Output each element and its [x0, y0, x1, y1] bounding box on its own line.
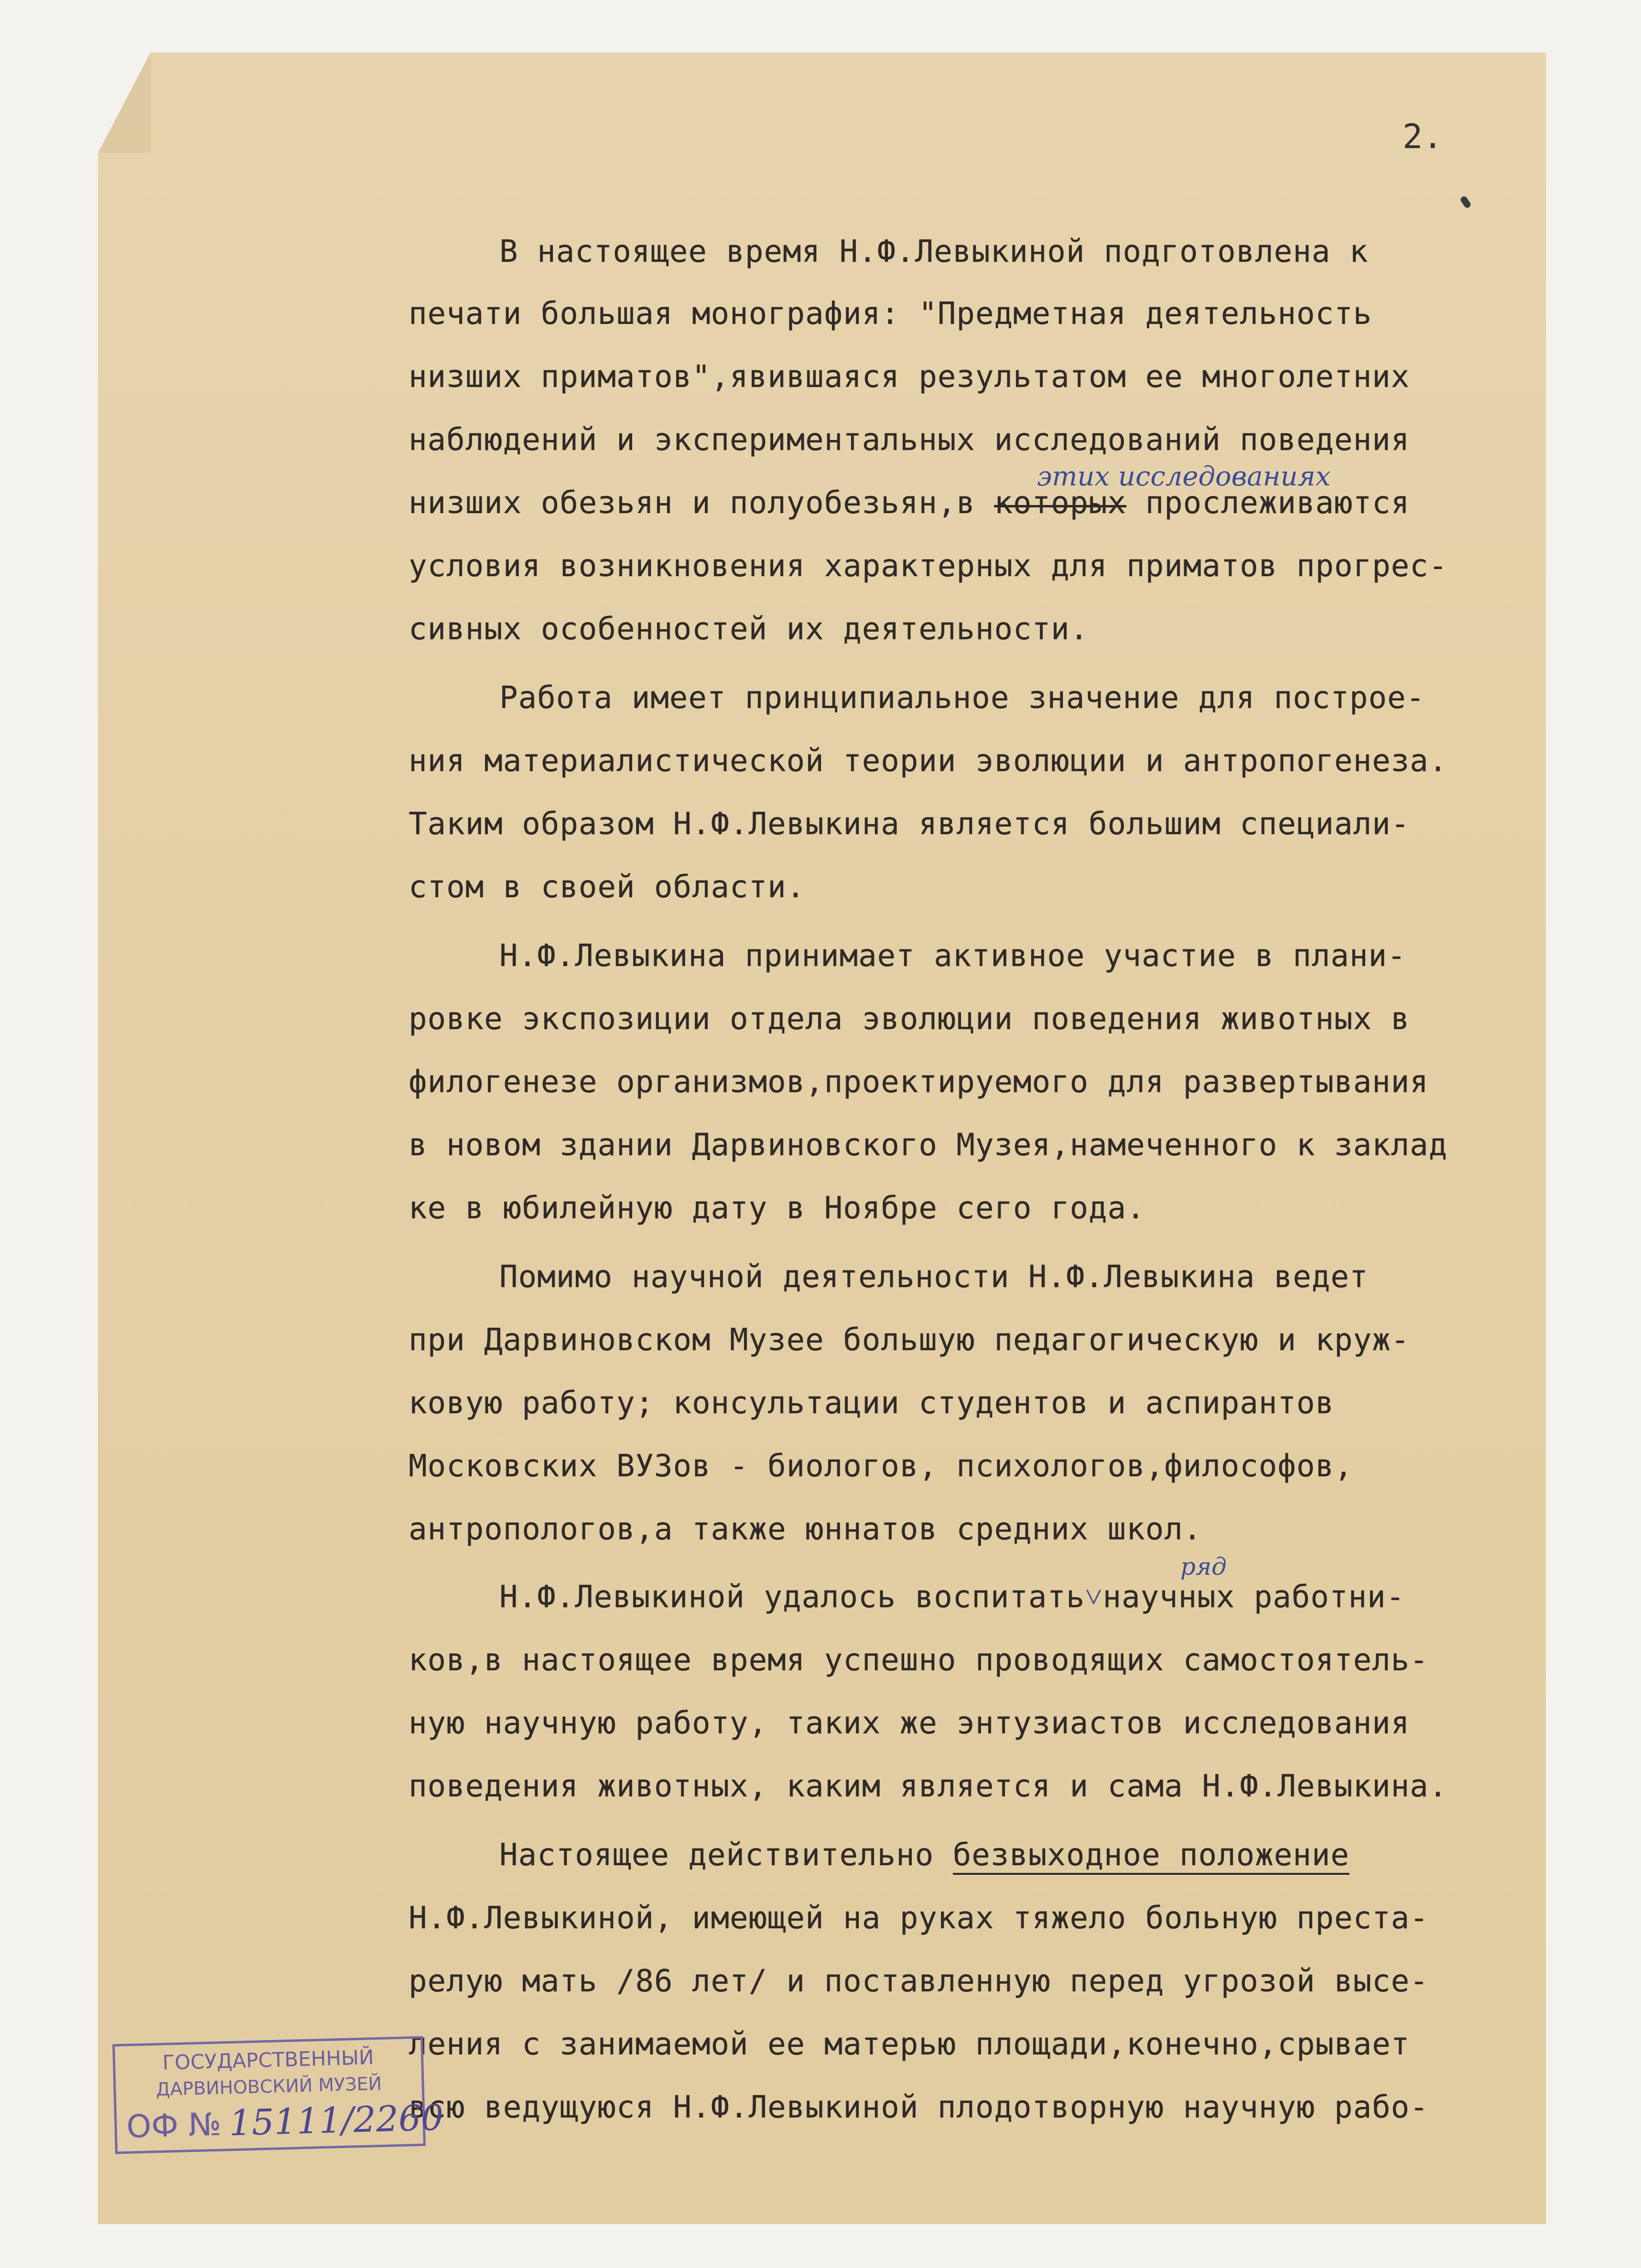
text-line: печати большая монография: "Предметная деятельность: [409, 296, 1372, 332]
text-line-with-underline: [499, 1838, 1350, 1873]
page-number: 2.: [1403, 117, 1443, 156]
text-line: ровке экспозиции отдела эволюции поведения животных в: [409, 1001, 1410, 1037]
text-line: низших приматов",явившаяся результатом ее многолетних: [409, 359, 1410, 395]
text-line: ную научную работу, таких же энтузиастов исследования: [409, 1706, 1410, 1741]
text-segment: Н.Ф.Левыкиной удалось воспитать: [499, 1580, 1085, 1615]
text-line: ковую работу; консультации студентов и аспирантов: [409, 1386, 1335, 1421]
text-line: ке в юбилейную дату в Ноябре сего года.: [409, 1191, 1145, 1226]
text-line: ния материалистической теории эволюции и антропогенеза.: [409, 743, 1448, 779]
text-line: филогенезе организмов,проектируемого для развертывания: [409, 1064, 1429, 1100]
text-line: Работа имеет принципиальное значение для построе-: [499, 680, 1425, 716]
stamp-prefix: ОФ №: [126, 2106, 222, 2145]
handwritten-correction: этих исследованиях: [1037, 461, 1331, 492]
text-line: Н.Ф.Левыкина принимает активное участие в плани-: [499, 938, 1406, 974]
text-segment: прослеживаются: [1126, 485, 1410, 521]
text-line: сивных особенностей их деятельности.: [409, 612, 1089, 647]
text-line: Таким образом Н.Ф.Левыкина является большим специали-: [409, 806, 1410, 842]
handwritten-insertion: ряд: [1180, 1553, 1227, 1580]
underlined-phrase: безвыходное положение: [953, 1838, 1350, 1875]
text-line: всю ведущуюся Н.Ф.Левыкиной плодотворную научную рабо-: [409, 2090, 1429, 2125]
text-line: Московских ВУЗов - биологов, психологов,философов,: [409, 1449, 1353, 1484]
stamp-number: 15111/2260: [228, 2097, 444, 2144]
text-line-with-insertion: [499, 1580, 1405, 1615]
text-line: условия возникновения характерных для приматов прогрес-: [409, 548, 1448, 584]
text-line: релую мать /86 лет/ и поставленную перед угрозой высе-: [409, 1964, 1429, 1999]
stamp-line-2: ДАРВИНОВСКИЙ МУЗЕЙ: [155, 2073, 382, 2100]
struck-word: которых: [994, 485, 1127, 521]
text-segment: Настоящее действительно: [499, 1838, 953, 1873]
text-line: наблюдений и экспериментальных исследований поведения: [409, 422, 1410, 458]
text-line: В настоящее время Н.Ф.Левыкиной подготовлена к: [499, 234, 1369, 269]
text-line: поведения животных, каким является и сама Н.Ф.Левыкина.: [409, 1769, 1448, 1804]
text-segment: низших обезьян и полуобезьян,в: [409, 485, 994, 521]
text-line: при Дарвиновском Музее большую педагогическую и круж-: [409, 1322, 1410, 1358]
stamp-line-1: ГОСУДАРСТВЕННЫЙ: [162, 2045, 374, 2075]
text-line: ков,в настоящее время успешно проводящих самостоятель-: [409, 1643, 1429, 1678]
text-line: Н.Ф.Левыкиной, имеющей на руках тяжело больную преста-: [409, 1901, 1429, 1936]
text-line: стом в своей области.: [409, 870, 806, 905]
text-segment: научных работни-: [1102, 1580, 1405, 1615]
text-line: ления с занимаемой ее матерью площади,конечно,срывает: [409, 2027, 1410, 2062]
text-line: в новом здании Дарвиновского Музея,намеченного к заклад: [409, 1128, 1448, 1163]
text-line: антропологов,а также юннатов средних школ.: [409, 1512, 1202, 1547]
archive-stamp: [112, 2036, 444, 2154]
insertion-caret: ˅: [1085, 1580, 1103, 1615]
text-line: Помимо научной деятельности Н.Ф.Левыкина ведет: [499, 1259, 1369, 1295]
